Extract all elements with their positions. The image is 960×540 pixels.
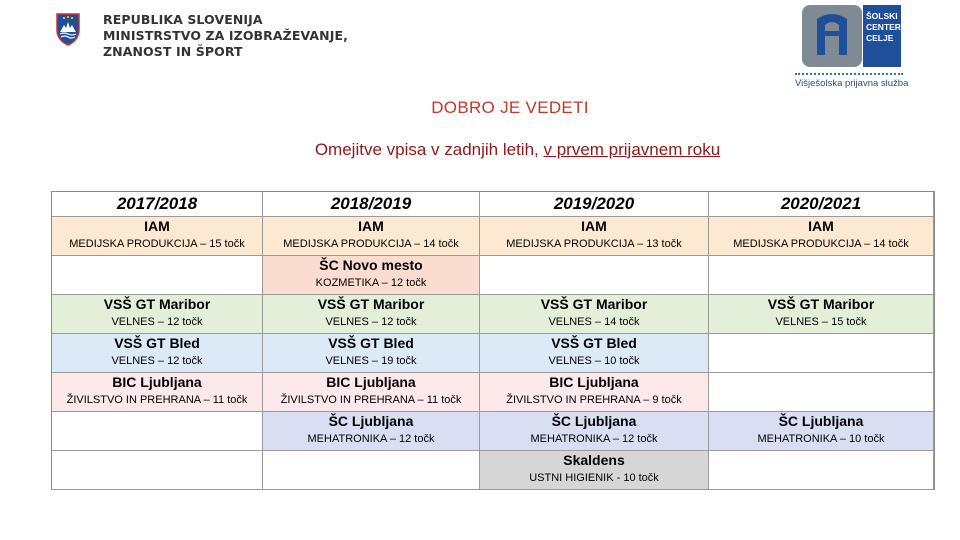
- school-name: VSŠ GT Bled: [328, 335, 414, 351]
- school-cell: [263, 217, 480, 256]
- empty-cell: [263, 451, 480, 490]
- school-cell: [263, 412, 480, 451]
- program-score: VELNES – 10 točk: [548, 355, 640, 367]
- page-subtitle: [0, 140, 960, 160]
- logo-text-line: CELJE: [866, 33, 894, 43]
- school-name: VSŠ GT Maribor: [317, 296, 425, 312]
- empty-cell: [709, 256, 934, 295]
- school-cell: [52, 217, 263, 256]
- school-name: VSŠ GT Bled: [114, 335, 200, 351]
- program-score: VELNES – 15 točk: [775, 316, 867, 328]
- program-score: MEDIJSKA PRODUKCIJA – 14 točk: [733, 238, 909, 250]
- subtitle-underlined: v prvem prijavnem roku: [543, 140, 721, 159]
- program-score: MEHATRONIKA – 10 točk: [757, 433, 885, 445]
- program-score: VELNES – 12 točk: [111, 355, 203, 367]
- school-name: BIC Ljubljana: [549, 374, 639, 390]
- program-score: MEDIJSKA PRODUKCIJA – 14 točk: [283, 238, 459, 250]
- program-score: USTNI HIGIENIK - 10 točk: [529, 472, 659, 484]
- sc-celje-logo-icon: [799, 5, 901, 67]
- empty-cell: [709, 334, 934, 373]
- logo-text-line: CENTER: [866, 22, 901, 32]
- school-name: IAM: [144, 218, 170, 234]
- year-header: 2020/2021: [709, 192, 934, 217]
- school-cell: [709, 295, 934, 334]
- school-cell: [709, 412, 934, 451]
- empty-cell: [52, 451, 263, 490]
- school-name: BIC Ljubljana: [112, 374, 202, 390]
- school-cell: [480, 334, 709, 373]
- program-score: MEDIJSKA PRODUKCIJA – 13 točk: [506, 238, 682, 250]
- program-score: VELNES – 12 točk: [325, 316, 417, 328]
- school-cell: [480, 373, 709, 412]
- program-score: VELNES – 14 točk: [548, 316, 640, 328]
- program-score: MEHATRONIKA – 12 točk: [530, 433, 658, 445]
- ministry-line: MINISTRSTVO ZA IZOBRAŽEVANJE,: [103, 28, 348, 43]
- school-cell: [263, 373, 480, 412]
- program-score: VELNES – 19 točk: [325, 355, 417, 367]
- school-name: ŠC Ljubljana: [551, 413, 637, 429]
- school-cell: [480, 295, 709, 334]
- enrollment-limits-table: [51, 191, 935, 490]
- school-cell: [480, 412, 709, 451]
- subtitle-prefix: Omejitve vpisa v zadnjih letih,: [314, 140, 544, 159]
- logo-text-line: ŠOLSKI: [866, 11, 898, 21]
- program-score: MEDIJSKA PRODUKCIJA – 15 točk: [69, 238, 245, 250]
- empty-cell: [709, 373, 934, 412]
- school-name: VSŠ GT Maribor: [767, 296, 875, 312]
- year-header: 2018/2019: [263, 192, 480, 217]
- school-name: ŠC Ljubljana: [778, 413, 864, 429]
- ministry-line: ZNANOST IN ŠPORT: [103, 44, 243, 59]
- empty-cell: [52, 256, 263, 295]
- school-cell: [52, 334, 263, 373]
- school-cell: [480, 217, 709, 256]
- ministry-name: [103, 12, 348, 60]
- program-score: VELNES – 12 točk: [111, 316, 203, 328]
- program-score: ŽIVILSTVO IN PREHRANA – 9 točk: [506, 394, 682, 406]
- page-title: DOBRO JE VEDETI: [431, 98, 589, 117]
- school-cell: [263, 256, 480, 295]
- program-score: KOZMETIKA – 12 točk: [315, 277, 427, 289]
- school-name: IAM: [808, 218, 834, 234]
- program-score: ŽIVILSTVO IN PREHRANA – 11 točk: [66, 394, 248, 406]
- program-score: ŽIVILSTVO IN PREHRANA – 11 točk: [280, 394, 462, 406]
- school-name: ŠC Novo mesto: [319, 257, 423, 273]
- slovenia-coat-of-arms-icon: [55, 12, 81, 46]
- school-cell: [263, 295, 480, 334]
- year-header: 2019/2020: [480, 192, 709, 217]
- school-cell: [52, 295, 263, 334]
- school-name: IAM: [358, 218, 384, 234]
- logo-subtitle: Višješolska prijavna služba: [795, 78, 909, 89]
- empty-cell: [52, 412, 263, 451]
- school-name: VSŠ GT Maribor: [103, 296, 211, 312]
- school-name: VSŠ GT Bled: [551, 335, 637, 351]
- year-header: 2017/2018: [52, 192, 263, 217]
- school-cell: [263, 334, 480, 373]
- empty-cell: [709, 451, 934, 490]
- program-score: MEHATRONIKA – 12 točk: [307, 433, 435, 445]
- school-center-logo: [795, 5, 909, 90]
- school-cell: [709, 217, 934, 256]
- ministry-line: REPUBLIKA SLOVENIJA: [103, 12, 263, 27]
- ministry-header: [55, 12, 348, 60]
- school-cell: [480, 451, 709, 490]
- school-name: ŠC Ljubljana: [328, 413, 414, 429]
- school-name: Skaldens: [563, 452, 625, 468]
- empty-cell: [480, 256, 709, 295]
- school-name: VSŠ GT Maribor: [540, 296, 648, 312]
- logo-divider: [795, 73, 903, 75]
- school-name: IAM: [581, 218, 607, 234]
- school-cell: [52, 373, 263, 412]
- school-name: BIC Ljubljana: [326, 374, 416, 390]
